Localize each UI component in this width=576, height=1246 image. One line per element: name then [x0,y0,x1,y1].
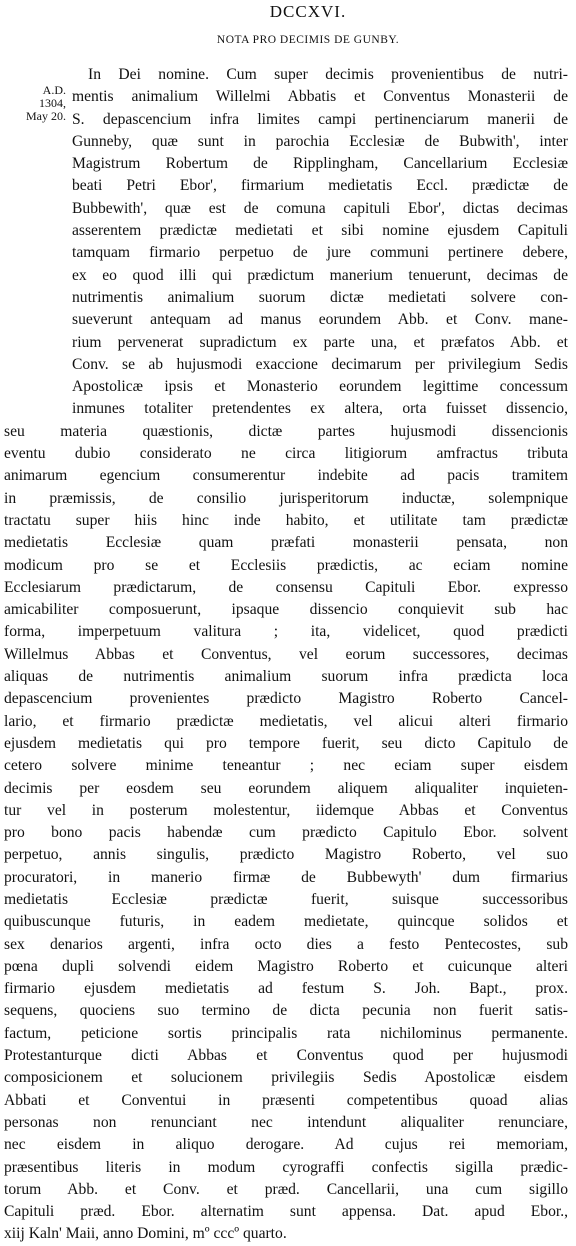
text-line: aliquas de nutrimentis animalium suorum infra prædicta loca [4,668,568,686]
text-line: Capituli præd. Ebor. alternatim sunt appensa. Dat. apud Ebor., [4,1203,568,1221]
text-line: ejusdem medietatis qui pro tempore fuerit, seu dicto Capitulo de [4,734,568,752]
text-line: tur vel in posterum molestentur, iidemque Abbas et Conventus [4,801,568,819]
text-line: tractatu super hiis hinc inde habito, et utilitate tam prædictæ [4,511,568,529]
text-line: tamquam firmario perpetuo de jure communi pertinere debere, [72,244,568,262]
text-line: amicabiliter composuerunt, ipsaque dissencio conquievit sub hac [4,601,568,619]
text-line: seu materia quæstionis, dictæ partes hujusmodi dissencionis [4,422,568,440]
text-line: lario, et firmario prædictæ medietatis, vel alicui alteri firmario [4,712,568,730]
text-line: depascencium provenientes prædicto Magistro Roberto Cancel- [4,690,568,708]
text-line: mentis animalium Willelmi Abbatis et Conventus Monasterii de [72,88,568,106]
text-line: animarum egencium consumerentur indebite ad pacis tramitem [4,467,568,485]
text-line: modicum pro se et Ecclesiis prædictis, ac eciam nomine [4,556,568,574]
text-line: personas non renunciant nec intendunt aliqualiter renunciare, [4,1113,568,1131]
text-line: S. depascencium infra limites campi pertinenciarum manerii de [72,110,568,128]
text-line: pro bono pacis habendæ cum prædicto Capitulo Ebor. solvent [4,824,568,842]
text-line: ex eo quod illi qui prædictum manerium tenuerunt, decimas de [72,266,568,284]
text-line: sex denarios argenti, infra octo dies a festo Pentecostes, sub [4,935,568,953]
text-line: medietatis Ecclesiæ prædictæ fuerit, suisque successoribus [4,890,568,908]
text-line: sueverunt antequam ad manus eorundem Abb. et Conv. mane- [72,311,568,329]
margin-note-line: A.D. [42,83,66,97]
text-line: cetero solvere minime teneantur ; nec eciam super eisdem [4,757,568,775]
text-line: pœna dupli solvendi eidem Magistro Roberto et cuicunque alteri [4,957,568,975]
text-line: perpetuo, annis singulis, prædicto Magistro Roberto, vel suo [4,846,568,864]
text-line: Ecclesiarum prædictarum, de consensu Capituli Ebor. expresso [4,578,568,596]
text-line: in præmissis, de consilio jurisperitorum inductæ, solempnique [4,489,568,507]
text-line: præsentibus literis in modum cyrograffi confectis sigilla prædic- [4,1158,568,1176]
margin-note-line: 1304, [39,96,66,110]
text-line: quibuscunque futuris, in eadem medietate, quincque solidos et [4,913,568,931]
text-line: medietatis Ecclesiæ quam præfati monasterii pensata, non [4,534,568,552]
text-line: xiij Kaln' Maii, anno Domini, mº cccº quarto. [4,1225,287,1243]
text-line: decimis per eosdem seu eorundem aliquem aliqualiter inquieten- [4,779,568,797]
text-line: Gunneby, quæ sunt in parochia Ecclesiæ de Bubwith', inter [72,132,568,150]
text-line: firmario ejusdem medietatis ad festum S. Joh. Bapt., prox. [4,980,568,998]
document-body [4,64,568,1246]
text-line: Willelmus Abbas et Conventus, vel eorum successores, decimas [4,645,568,663]
text-line: Apostolicæ ipsis et Monasterio eorundem legittime concessum [72,378,568,396]
text-line: torum Abb. et Conv. et præd. Cancellarii, una cum sigillo [4,1180,568,1198]
text-line: factum, peticione sortis principalis rata nichilominus permanente. [4,1024,568,1042]
margin-note-line: May 20. [26,109,66,123]
text-line: beati Petri Ebor', firmarium medietatis Eccl. prædictæ de [72,177,568,195]
document-heading: NOTA PRO DECIMIS DE GUNBY. [216,34,400,46]
text-line: forma, imperpetuum valitura ; ita, videlicet, quod prædicti [4,623,568,641]
text-line: rium pervenerat supradictum ex parte una, et præfatos Abb. et [72,333,568,351]
text-line: asserentem prædictæ medietati et sibi nomine ejusdem Capituli [72,222,568,240]
text-line: In Dei nomine. Cum super decimis provenientibus de nutri- [88,66,568,83]
text-line: Magistrum Robertum de Ripplingham, Cancellarium Ecclesiæ [72,155,568,173]
text-line: nutrimentis animalium suorum dictæ medietati solvere con- [72,288,568,306]
text-line: eventu dubio considerato ne circa litigiorum amfractus tributa [4,445,568,463]
text-line: composicionem et solucionem privilegiis Sedis Apostolicæ eisdem [4,1069,568,1087]
text-line: Conv. se ab hujusmodi exaccione decimarum per privilegium Sedis [72,355,568,373]
document-number: DCCXVI. [269,2,347,21]
text-line: Protestanturque dicti Abbas et Conventus quod per hujusmodi [4,1047,568,1065]
text-line: sequens, quociens suo termino de dicta pecunia non fuerit satis- [4,1002,568,1020]
text-line: inmunes totaliter pretendentes ex altera, orta fuisset dissencio, [72,400,568,418]
text-line: Abbati et Conventui in præsenti competentibus quoad alias [4,1091,568,1109]
text-line: procuratori, in manerio firmæ de Bubbewyth' dum firmarius [4,868,568,886]
text-line: Bubbewith', quæ est de comuna capituli Ebor', dictas decimas [72,199,568,217]
text-line: nec eisdem in aliquo derogare. Ad cujus rei memoriam, [4,1136,568,1154]
